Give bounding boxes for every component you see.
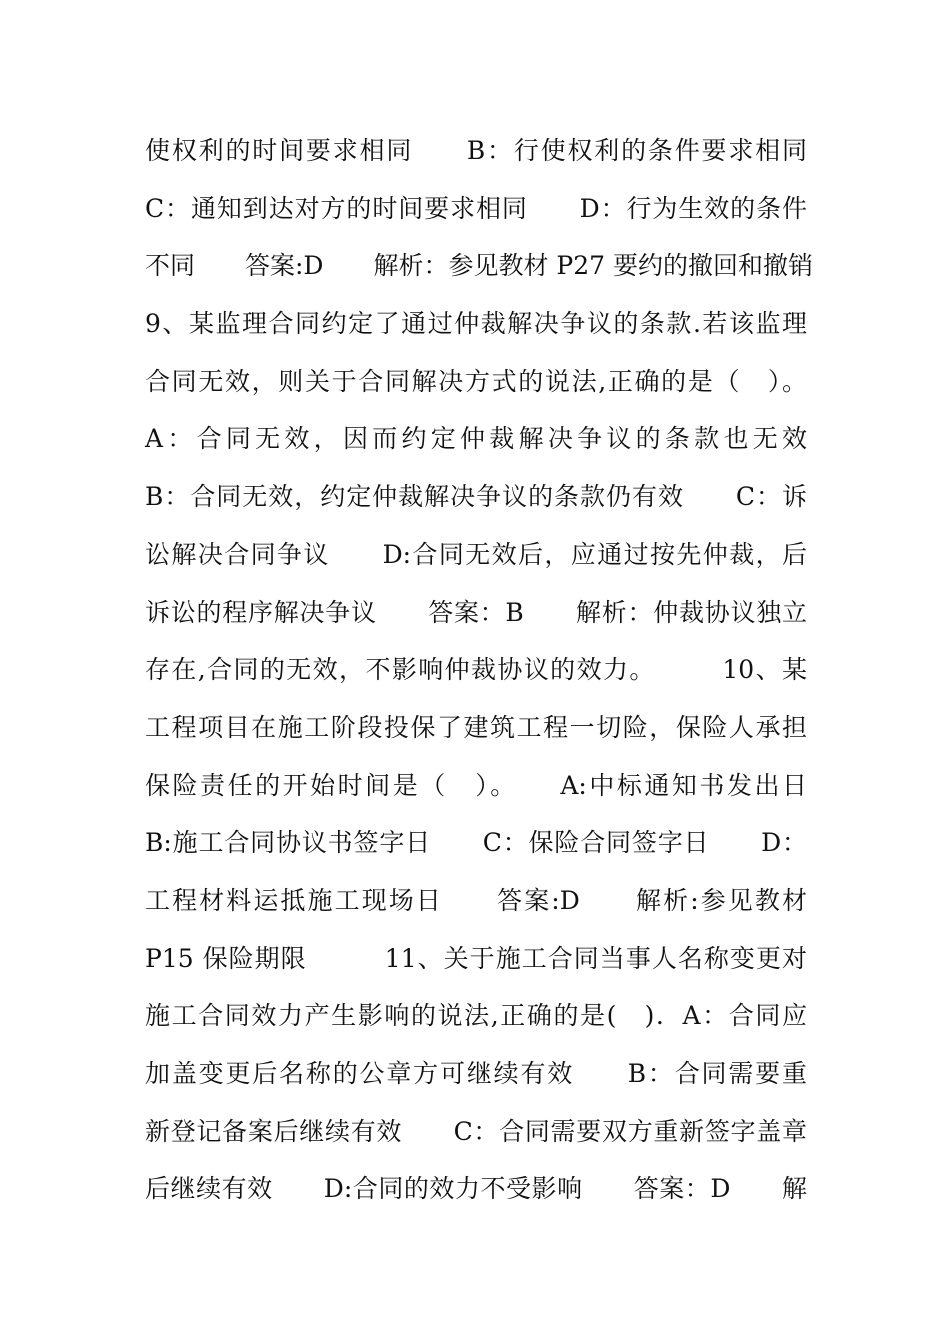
text-line: P15 保险期限 11、关于施工合同当事人名称变更对 bbox=[145, 943, 807, 973]
text-line: 不同 答案:D 解析：参见教材 P27 要约的撤回和撤销 bbox=[145, 251, 813, 281]
text-line: A：合同无效，因而约定仲裁解决争议的条款也无效 bbox=[145, 424, 807, 454]
body-text bbox=[145, 122, 813, 1218]
text-line: 合同无效，则关于合同解决方式的说法,正确的是（ ）。 bbox=[145, 366, 807, 396]
text-line: 9、某监理合同约定了通过仲裁解决争议的条款.若该监理 bbox=[145, 309, 807, 339]
text-line: 工程材料运抵施工现场日 答案:D 解析:参见教材 bbox=[145, 885, 807, 915]
text-line: 工程项目在施工阶段投保了建筑工程一切险，保险人承担 bbox=[145, 712, 807, 742]
text-line: 施工合同效力产生影响的说法,正确的是( )．A：合同应 bbox=[145, 1001, 807, 1031]
text-line: 新登记备案后继续有效 C：合同需要双方重新签字盖章 bbox=[145, 1116, 807, 1146]
text-line: 讼解决合同争议 D:合同无效后，应通过按先仲裁，后 bbox=[145, 539, 807, 569]
text-line: 诉讼的程序解决争议 答案：B 解析：仲裁协议独立 bbox=[145, 597, 807, 627]
text-line: 存在,合同的无效，不影响仲裁协议的效力。 10、某 bbox=[145, 655, 807, 685]
text-line: 后继续有效 D:合同的效力不受影响 答案：D 解 bbox=[145, 1174, 807, 1204]
text-line: B：合同无效，约定仲裁解决争议的条款仍有效 C：诉 bbox=[145, 482, 807, 512]
text-line: C：通知到达对方的时间要求相同 D：行为生效的条件 bbox=[145, 193, 807, 223]
text-line: 加盖变更后名称的公章方可继续有效 B：合同需要重 bbox=[145, 1059, 807, 1088]
text-line: B:施工合同协议书签字日 C：保险合同签字日 D： bbox=[145, 828, 807, 858]
text-line: 使权利的时间要求相同 B：行使权利的条件要求相同 bbox=[145, 136, 807, 165]
text-line: 保险责任的开始时间是（ ）。 A:中标通知书发出日 bbox=[145, 770, 807, 800]
